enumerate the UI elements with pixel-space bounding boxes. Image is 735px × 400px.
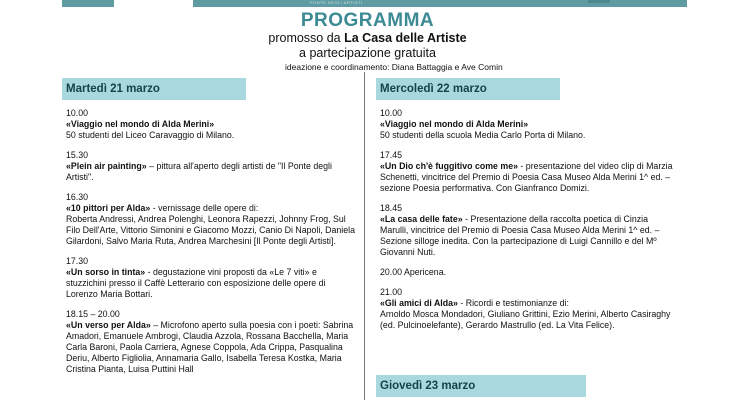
event-time: 10.00 (66, 108, 89, 118)
top-logo-text: PONTE DEGLI ARTISTI (310, 0, 363, 5)
left-column (66, 108, 356, 384)
event-item (380, 267, 676, 278)
event-desc: - degustazione vini proposti da «Le 7 viti» e stuzzichini presso il Caffè Letterario con esposizione delle opere di Lorenzo Maria Bottari. (66, 267, 326, 299)
event-desc: – Microfono aperto sulla poesia con i poeti: Sabrina Amadori, Emanuele Ambrogi, Claudia Azzola, Rossana Bacchella, Maria Carla Baroni, Paola Carriera, Agnese Coppola, Ada Crippa, Pasqualina Deriu, Alberto Figliolia, Annamaria Gallo, Isabella Teresa Kostka, Maria Cristina Pianta, Luisa Puttini Hall (66, 320, 354, 374)
top-bar-left (62, 0, 114, 7)
ideation-line: ideazione e coordinamento: Diana Battaggia e Ave Comin (285, 62, 503, 72)
event-item (380, 203, 676, 258)
promoter-line (0, 31, 735, 45)
event-title: «Gli amici di Alda» (380, 298, 458, 308)
promo-org: La Casa delle Artiste (344, 31, 467, 45)
event-time: 16.30 (66, 192, 89, 202)
event-title: «Un verso per Alda» (66, 320, 151, 330)
event-extra: Roberta Andressi, Andrea Polenghi, Leonora Rapezzi, Johnny Frog, Sul Filo Dell'Arte, Vittorio Simonini e Giacomo Mozzi, Canio Di Napoli, Daniela Gilardoni, Salvo Maria Ruta, Andrea Marchesini [Il Ponte degli Artisti]. (66, 214, 355, 246)
event-time: 18.45 (380, 203, 403, 213)
event-time: 18.15 – 20.00 (66, 309, 120, 319)
event-item (380, 108, 676, 141)
event-extra: 50 studenti del Liceo Caravaggio di Milano. (66, 130, 235, 140)
event-desc: - Ricordi e testimonianze di: (457, 298, 569, 308)
event-desc: - presentazione del video clip di Marzia Schenetti, vincitrice del Premio di Poesia Casa Museo Alda Merini 1^ ed. – sezione Poesia performativa. Con Gianfranco Domizi. (380, 161, 673, 193)
event-time: 21.00 (380, 287, 403, 297)
page-title: PROGRAMMA (300, 10, 435, 31)
day-header-left: Martedì 21 marzo (62, 78, 246, 100)
right-column (380, 108, 676, 340)
event-title: «Plein air painting» (66, 161, 147, 171)
event-extra: Arnoldo Mosca Mondadori, Giuliano Grittini, Ezio Merini, Alberto Casiraghy (ed. Pulcinoelefante), Gerardo Mastrullo (ed. La Vita Felice). (380, 309, 671, 330)
event-item (66, 150, 356, 183)
event-item (66, 108, 356, 141)
top-bar-mark (588, 0, 610, 3)
event-item (380, 287, 676, 331)
participation-line: a partecipazione gratuita (299, 46, 436, 60)
top-bar-right (193, 0, 687, 7)
event-desc: - Presentazione della raccolta poetica di Cinzia Marulli, vincitrice del Premio di Poesia Casa Museo Alda Merini 1^ ed. – Sezione silloge inedita. Con la partecipazione di Luigi Cannillo e del Mº Giovanni Nuti. (380, 214, 660, 257)
event-title: «La casa delle fate» (380, 214, 463, 224)
event-title: «Viaggio nel mondo di Alda Merini» (66, 119, 215, 129)
event-time: 10.00 (380, 108, 403, 118)
column-divider (364, 72, 365, 400)
event-desc: - vernissage delle opere di: (150, 203, 259, 213)
event-title: «10 pittori per Alda» (66, 203, 151, 213)
event-title: «Un Dio ch'è fuggitivo come me» (380, 161, 518, 171)
event-item (66, 309, 356, 375)
event-time: 17.30 (66, 256, 89, 266)
promo-prefix: promosso da (268, 31, 345, 45)
event-item (66, 256, 356, 300)
event-time: 15.30 (66, 150, 89, 160)
event-item (380, 150, 676, 194)
event-time: 20.00 Apericena. (380, 267, 447, 277)
event-desc: – pittura all'aperto degli artisti de "Il Ponte degli Artisti". (66, 161, 332, 182)
event-title: «Viaggio nel mondo di Alda Merini» (380, 119, 529, 129)
event-item (66, 192, 356, 247)
event-title: «Un sorso in tinta» (66, 267, 146, 277)
event-extra: 50 studenti della scuola Media Carlo Porta di Milano. (380, 130, 586, 140)
day-header-right: Mercoledì 22 marzo (376, 78, 560, 100)
day-header-right-2: Giovedì 23 marzo (376, 375, 586, 397)
event-time: 17.45 (380, 150, 403, 160)
